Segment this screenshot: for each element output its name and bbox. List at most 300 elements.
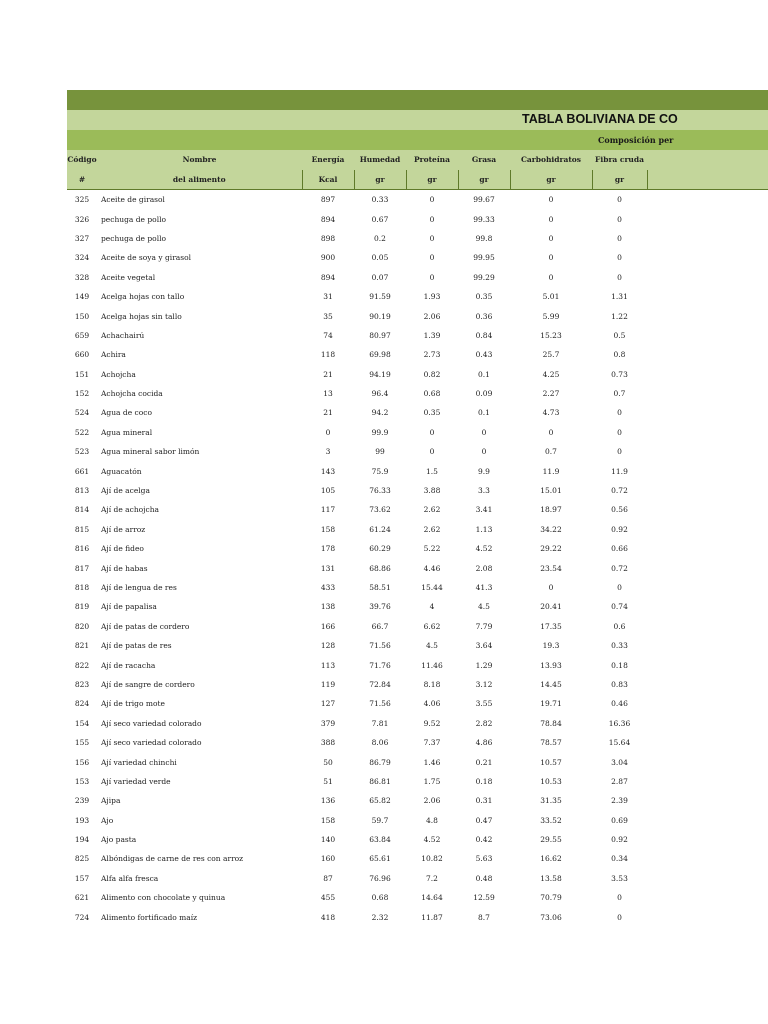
table-row — [67, 442, 768, 461]
cell-fat: 99.95 — [473, 253, 495, 263]
table-row — [67, 287, 768, 306]
cell-code: 327 — [74, 233, 90, 243]
cell-code: 149 — [74, 292, 90, 302]
cell-moisture: 63.84 — [369, 835, 391, 845]
cell-fat: 0.21 — [475, 757, 493, 767]
cell-carbs: 73.06 — [540, 912, 562, 922]
cell-carbs: 29.22 — [540, 544, 562, 554]
table-row — [67, 617, 768, 636]
cell-carbs: 0 — [548, 583, 554, 592]
cell-fat: 3.55 — [475, 699, 493, 709]
cell-energy: 894 — [320, 214, 336, 224]
table-row — [67, 539, 768, 558]
cell-protein: 2.73 — [423, 350, 441, 360]
header-row-1 — [67, 150, 768, 170]
cell-name: Acelga hojas con tallo — [101, 292, 185, 302]
cell-name: Alimento con chocolate y quinua — [101, 893, 226, 903]
cell-energy: 50 — [323, 757, 333, 767]
cell-name: pechuga de pollo — [101, 233, 167, 243]
cell-empty — [647, 811, 768, 830]
cell-empty — [647, 345, 768, 364]
cell-fiber: 0 — [617, 427, 622, 437]
header-band-dark — [67, 90, 768, 110]
cell-fat: 0.43 — [475, 350, 493, 360]
table-row — [67, 694, 768, 713]
cell-code: 817 — [74, 563, 90, 573]
cell-carbs: 2.27 — [542, 389, 560, 399]
table-row — [67, 558, 768, 577]
cell-empty — [647, 326, 768, 345]
cell-carbs: 4.25 — [542, 369, 560, 379]
cell-carbs: 33.52 — [540, 815, 562, 825]
cell-empty — [647, 849, 768, 868]
cell-fiber: 0.18 — [611, 660, 628, 670]
cell-moisture: 94.2 — [371, 408, 389, 418]
cell-protein: 0 — [429, 214, 435, 224]
cell-energy: 433 — [320, 583, 336, 592]
cell-empty — [647, 248, 768, 267]
cell-code: 814 — [74, 505, 90, 515]
cell-carbs: 0 — [548, 427, 554, 437]
header-fiber-unit: gr — [592, 170, 647, 190]
header-moisture: Humedad — [354, 150, 406, 170]
cell-empty — [647, 888, 768, 907]
cell-moisture: 69.98 — [369, 350, 391, 360]
cell-fiber: 0 — [617, 272, 622, 282]
cell-protein: 7.2 — [426, 873, 438, 883]
table-row — [67, 752, 768, 771]
cell-fiber: 0.72 — [611, 563, 628, 573]
cell-name: Ajo pasta — [101, 835, 137, 845]
food-table — [67, 150, 768, 927]
cell-fat: 0.42 — [475, 835, 493, 845]
cell-empty — [647, 384, 768, 403]
cell-fiber: 0.69 — [611, 815, 628, 825]
table-row — [67, 830, 768, 849]
table-row — [67, 733, 768, 752]
cell-carbs: 0 — [548, 253, 554, 263]
cell-fiber: 0.83 — [611, 679, 628, 689]
cell-protein: 2.62 — [423, 524, 441, 534]
table-row — [67, 500, 768, 519]
cell-empty — [647, 229, 768, 248]
cell-protein: 14.64 — [421, 893, 443, 903]
cell-carbs: 0 — [548, 214, 554, 224]
cell-protein: 0 — [429, 272, 435, 282]
table-row — [67, 248, 768, 267]
table-row — [67, 403, 768, 422]
cell-fat: 2.82 — [475, 718, 493, 728]
composition-subtitle: Composición per — [598, 135, 674, 145]
cell-fiber: 0 — [617, 912, 622, 922]
cell-empty — [647, 209, 768, 228]
cell-energy: 136 — [320, 796, 336, 806]
cell-energy: 143 — [320, 466, 336, 476]
cell-name: Ají variedad chinchi — [101, 757, 177, 767]
cell-energy: 138 — [320, 602, 336, 612]
cell-empty — [647, 190, 768, 210]
cell-fat: 0.35 — [475, 292, 493, 302]
cell-energy: 158 — [320, 815, 336, 825]
cell-fiber: 0.7 — [613, 389, 626, 399]
cell-name: Ají de fideo — [101, 544, 144, 554]
cell-name: Ají de racacha — [101, 660, 156, 670]
cell-code: 325 — [74, 195, 90, 205]
header-moisture-unit: gr — [354, 170, 406, 190]
cell-fiber: 0 — [617, 583, 622, 592]
cell-carbs: 70.79 — [540, 893, 562, 903]
cell-fat: 0.36 — [475, 311, 493, 321]
cell-protein: 15.44 — [421, 583, 443, 592]
cell-empty — [647, 306, 768, 325]
cell-fiber: 16.36 — [608, 718, 631, 728]
cell-empty — [647, 461, 768, 480]
cell-carbs: 18.97 — [540, 505, 562, 515]
cell-protein: 1.93 — [423, 292, 441, 302]
cell-fiber: 0.92 — [611, 835, 628, 845]
table-row — [67, 190, 768, 210]
cell-fat: 0.31 — [475, 796, 493, 806]
cell-carbs: 0 — [548, 195, 554, 205]
cell-moisture: 60.29 — [369, 544, 391, 554]
cell-name: Aceite de soya y girasol — [101, 253, 192, 263]
cell-protein: 0 — [429, 233, 435, 243]
cell-moisture: 71.56 — [369, 641, 391, 651]
table-row — [67, 772, 768, 791]
cell-code: 820 — [74, 621, 90, 631]
cell-carbs: 19.71 — [540, 699, 562, 709]
cell-code: 813 — [74, 486, 90, 496]
cell-fiber: 0.72 — [611, 486, 628, 496]
cell-carbs: 0.7 — [545, 447, 557, 457]
cell-code: 328 — [74, 272, 90, 282]
cell-fiber: 0.8 — [613, 350, 626, 360]
cell-code: 155 — [74, 738, 90, 748]
nutrition-spreadsheet — [67, 90, 768, 927]
cell-energy: 118 — [320, 350, 336, 360]
cell-carbs: 10.53 — [540, 776, 562, 786]
cell-name: Aceite vegetal — [101, 272, 156, 282]
cell-protein: 9.52 — [423, 718, 441, 728]
cell-name: Ajipa — [101, 796, 121, 806]
cell-energy: 158 — [320, 524, 336, 534]
cell-code: 151 — [74, 369, 90, 379]
cell-carbs: 10.57 — [540, 757, 562, 767]
cell-moisture: 94.19 — [369, 369, 391, 379]
cell-fiber: 0.92 — [611, 524, 628, 534]
cell-energy: 119 — [320, 679, 336, 689]
cell-protein: 0 — [429, 253, 435, 263]
table-row — [67, 209, 768, 228]
table-row — [67, 268, 768, 287]
cell-carbs: 13.58 — [540, 873, 562, 883]
cell-moisture: 68.86 — [369, 563, 391, 573]
table-row — [67, 811, 768, 830]
cell-name: Ajo — [101, 815, 114, 825]
cell-carbs: 5.99 — [542, 311, 560, 321]
cell-carbs: 20.41 — [540, 602, 562, 612]
cell-fiber: 0 — [617, 195, 622, 205]
cell-moisture: 0.68 — [371, 893, 389, 903]
cell-name: Achachairú — [101, 330, 145, 340]
cell-protein: 6.62 — [423, 621, 441, 631]
header-fat: Grasa — [458, 150, 510, 170]
cell-name: Alfa alfa fresca — [101, 873, 159, 883]
header-name-unit: del alimento — [97, 170, 302, 190]
cell-fiber: 0 — [617, 214, 622, 224]
cell-name: Achira — [101, 350, 126, 360]
cell-energy: 160 — [320, 854, 336, 864]
cell-fiber: 3.53 — [611, 873, 628, 883]
table-row — [67, 714, 768, 733]
cell-fat: 0.09 — [475, 389, 493, 399]
table-row — [67, 520, 768, 539]
cell-protein: 10.82 — [421, 854, 443, 864]
header-fiber: Fibra cruda — [592, 150, 647, 170]
composition-band — [67, 130, 768, 150]
cell-moisture: 0.67 — [371, 214, 389, 224]
cell-moisture: 0.05 — [371, 253, 389, 263]
cell-empty — [647, 268, 768, 287]
cell-name: Acelga hojas sin tallo — [101, 311, 182, 321]
table-row — [67, 326, 768, 345]
cell-moisture: 0.2 — [374, 233, 386, 243]
cell-energy: 35 — [323, 311, 333, 321]
cell-moisture: 75.9 — [371, 466, 389, 476]
cell-code: 621 — [74, 893, 90, 903]
cell-fiber: 11.9 — [611, 466, 628, 476]
cell-fat: 99.33 — [473, 214, 495, 224]
cell-empty — [647, 636, 768, 655]
cell-energy: 900 — [320, 253, 336, 263]
cell-code: 661 — [74, 466, 90, 476]
cell-name: Ají seco variedad colorado — [101, 738, 202, 748]
cell-moisture: 0.07 — [371, 272, 389, 282]
cell-moisture: 99.9 — [371, 427, 389, 437]
cell-name: Ají de achojcha — [101, 505, 159, 515]
cell-name: pechuga de pollo — [101, 214, 167, 224]
cell-protein: 1.75 — [423, 776, 441, 786]
header-code-unit: # — [67, 170, 97, 190]
cell-protein: 4 — [429, 602, 435, 612]
cell-fat: 9.9 — [478, 466, 490, 476]
cell-fiber: 1.31 — [611, 292, 628, 302]
cell-energy: 127 — [320, 699, 336, 709]
cell-energy: 455 — [320, 893, 336, 903]
cell-energy: 13 — [323, 389, 333, 399]
cell-energy: 418 — [320, 912, 336, 922]
cell-energy: 894 — [320, 272, 336, 282]
cell-fat: 1.29 — [475, 660, 493, 670]
cell-code: 194 — [74, 835, 90, 845]
cell-empty — [647, 772, 768, 791]
cell-fiber: 3.04 — [611, 757, 628, 767]
cell-fiber: 0 — [617, 408, 622, 418]
cell-moisture: 8.06 — [371, 738, 389, 748]
cell-energy: 31 — [323, 292, 333, 302]
cell-code: 822 — [74, 660, 90, 670]
cell-protein: 0 — [429, 447, 435, 457]
table-row — [67, 578, 768, 597]
header-empty-unit — [647, 170, 768, 190]
cell-code: 524 — [74, 408, 90, 418]
cell-energy: 113 — [320, 660, 336, 670]
cell-energy: 131 — [320, 563, 336, 573]
cell-energy: 51 — [323, 776, 333, 786]
cell-name: Achojcha — [101, 369, 136, 379]
cell-code: 819 — [74, 602, 90, 612]
table-row — [67, 365, 768, 384]
cell-moisture: 65.82 — [369, 796, 391, 806]
table-row — [67, 229, 768, 248]
table-row — [67, 423, 768, 442]
cell-protein: 4.52 — [423, 835, 441, 845]
cell-code: 156 — [74, 757, 90, 767]
cell-moisture: 7.81 — [371, 718, 389, 728]
cell-moisture: 39.76 — [369, 602, 391, 612]
header-protein: Proteína — [406, 150, 458, 170]
table-row — [67, 655, 768, 674]
cell-code: 824 — [74, 699, 90, 709]
cell-fiber: 0 — [617, 447, 622, 457]
cell-name: Ají de patas de res — [101, 641, 172, 651]
cell-carbs: 16.62 — [540, 854, 562, 864]
cell-energy: 128 — [320, 641, 336, 651]
cell-energy: 3 — [325, 447, 331, 457]
cell-energy: 105 — [320, 486, 336, 496]
cell-fiber: 0 — [617, 893, 622, 903]
cell-protein: 2.06 — [423, 796, 441, 806]
table-body — [67, 190, 768, 927]
header-code: Código — [67, 150, 97, 170]
cell-protein: 0.82 — [423, 369, 441, 379]
cell-energy: 898 — [320, 233, 336, 243]
table-row — [67, 849, 768, 868]
cell-fat: 0.1 — [478, 408, 490, 418]
cell-empty — [647, 539, 768, 558]
cell-moisture: 71.56 — [369, 699, 391, 709]
cell-protein: 2.62 — [423, 505, 441, 515]
cell-fat: 0.84 — [475, 330, 493, 340]
cell-name: Agua mineral sabor limón — [101, 447, 200, 457]
cell-protein: 1.5 — [426, 466, 438, 476]
cell-carbs: 78.57 — [540, 738, 562, 748]
cell-carbs: 15.01 — [540, 486, 562, 496]
cell-moisture: 61.24 — [369, 524, 391, 534]
cell-moisture: 58.51 — [369, 583, 391, 592]
cell-name: Ají de lengua de res — [101, 583, 177, 592]
cell-empty — [647, 520, 768, 539]
cell-carbs: 25.7 — [542, 350, 560, 360]
cell-empty — [647, 287, 768, 306]
cell-name: Albóndigas de carne de res con arroz — [101, 854, 244, 864]
cell-fiber: 2.39 — [611, 796, 628, 806]
cell-code: 239 — [74, 796, 90, 806]
cell-protein: 4.06 — [423, 699, 441, 709]
cell-fiber: 0.5 — [613, 330, 626, 340]
cell-fat: 0.18 — [475, 776, 493, 786]
cell-code: 523 — [74, 447, 90, 457]
cell-name: Ají de patas de cordero — [101, 621, 190, 631]
cell-empty — [647, 791, 768, 810]
cell-code: 324 — [74, 253, 90, 263]
header-carbs-unit: gr — [510, 170, 592, 190]
cell-code: 821 — [74, 641, 90, 651]
table-row — [67, 869, 768, 888]
cell-fat: 41.3 — [475, 583, 493, 592]
table-row — [67, 888, 768, 907]
cell-protein: 4.8 — [426, 815, 438, 825]
cell-code: 154 — [74, 718, 90, 728]
cell-empty — [647, 907, 768, 926]
cell-fat: 7.79 — [475, 621, 493, 631]
cell-fat: 0.47 — [475, 815, 493, 825]
cell-protein: 0.35 — [423, 408, 441, 418]
cell-name: Ají de papalisa — [101, 602, 157, 612]
cell-name: Agua mineral — [101, 427, 153, 437]
cell-protein: 0 — [429, 427, 435, 437]
cell-moisture: 80.97 — [369, 330, 391, 340]
cell-fiber: 0.56 — [611, 505, 628, 515]
cell-carbs: 29.55 — [540, 835, 562, 845]
cell-code: 660 — [74, 350, 90, 360]
cell-moisture: 73.62 — [369, 505, 391, 515]
cell-energy: 178 — [320, 544, 336, 554]
table-row — [67, 675, 768, 694]
cell-empty — [647, 442, 768, 461]
cell-code: 823 — [74, 679, 90, 689]
cell-empty — [647, 578, 768, 597]
cell-fat: 99.29 — [473, 272, 495, 282]
cell-fiber: 0.6 — [613, 621, 626, 631]
cell-name: Ají de sangre de cordero — [101, 679, 195, 689]
cell-fat: 3.41 — [475, 505, 493, 515]
cell-carbs: 31.35 — [540, 796, 562, 806]
cell-fat: 3.3 — [478, 486, 490, 496]
cell-energy: 379 — [320, 718, 336, 728]
cell-moisture: 96.4 — [371, 389, 389, 399]
cell-protein: 4.5 — [426, 641, 438, 651]
cell-energy: 166 — [320, 621, 336, 631]
cell-code: 815 — [74, 524, 90, 534]
cell-code: 724 — [74, 912, 90, 922]
cell-carbs: 78.84 — [540, 718, 562, 728]
cell-name: Ají de arroz — [101, 524, 146, 534]
cell-moisture: 65.61 — [369, 854, 391, 864]
cell-energy: 388 — [320, 738, 336, 748]
cell-protein: 5.22 — [423, 544, 441, 554]
cell-empty — [647, 830, 768, 849]
cell-name: Achojcha cocida — [101, 389, 163, 399]
header-protein-unit: gr — [406, 170, 458, 190]
header-energy-unit: Kcal — [302, 170, 354, 190]
cell-energy: 74 — [323, 330, 333, 340]
cell-carbs: 15.23 — [540, 330, 562, 340]
cell-name: Ají de trigo mote — [101, 699, 165, 709]
table-row — [67, 636, 768, 655]
cell-fat: 12.59 — [473, 893, 495, 903]
cell-fat: 3.12 — [475, 679, 493, 689]
cell-carbs: 17.35 — [540, 621, 562, 631]
cell-protein: 7.37 — [423, 738, 441, 748]
cell-moisture: 86.81 — [369, 776, 391, 786]
cell-protein: 0.68 — [423, 389, 441, 399]
cell-empty — [647, 365, 768, 384]
cell-protein: 8.18 — [423, 679, 441, 689]
table-row — [67, 461, 768, 480]
cell-empty — [647, 752, 768, 771]
cell-protein: 0 — [429, 195, 435, 205]
